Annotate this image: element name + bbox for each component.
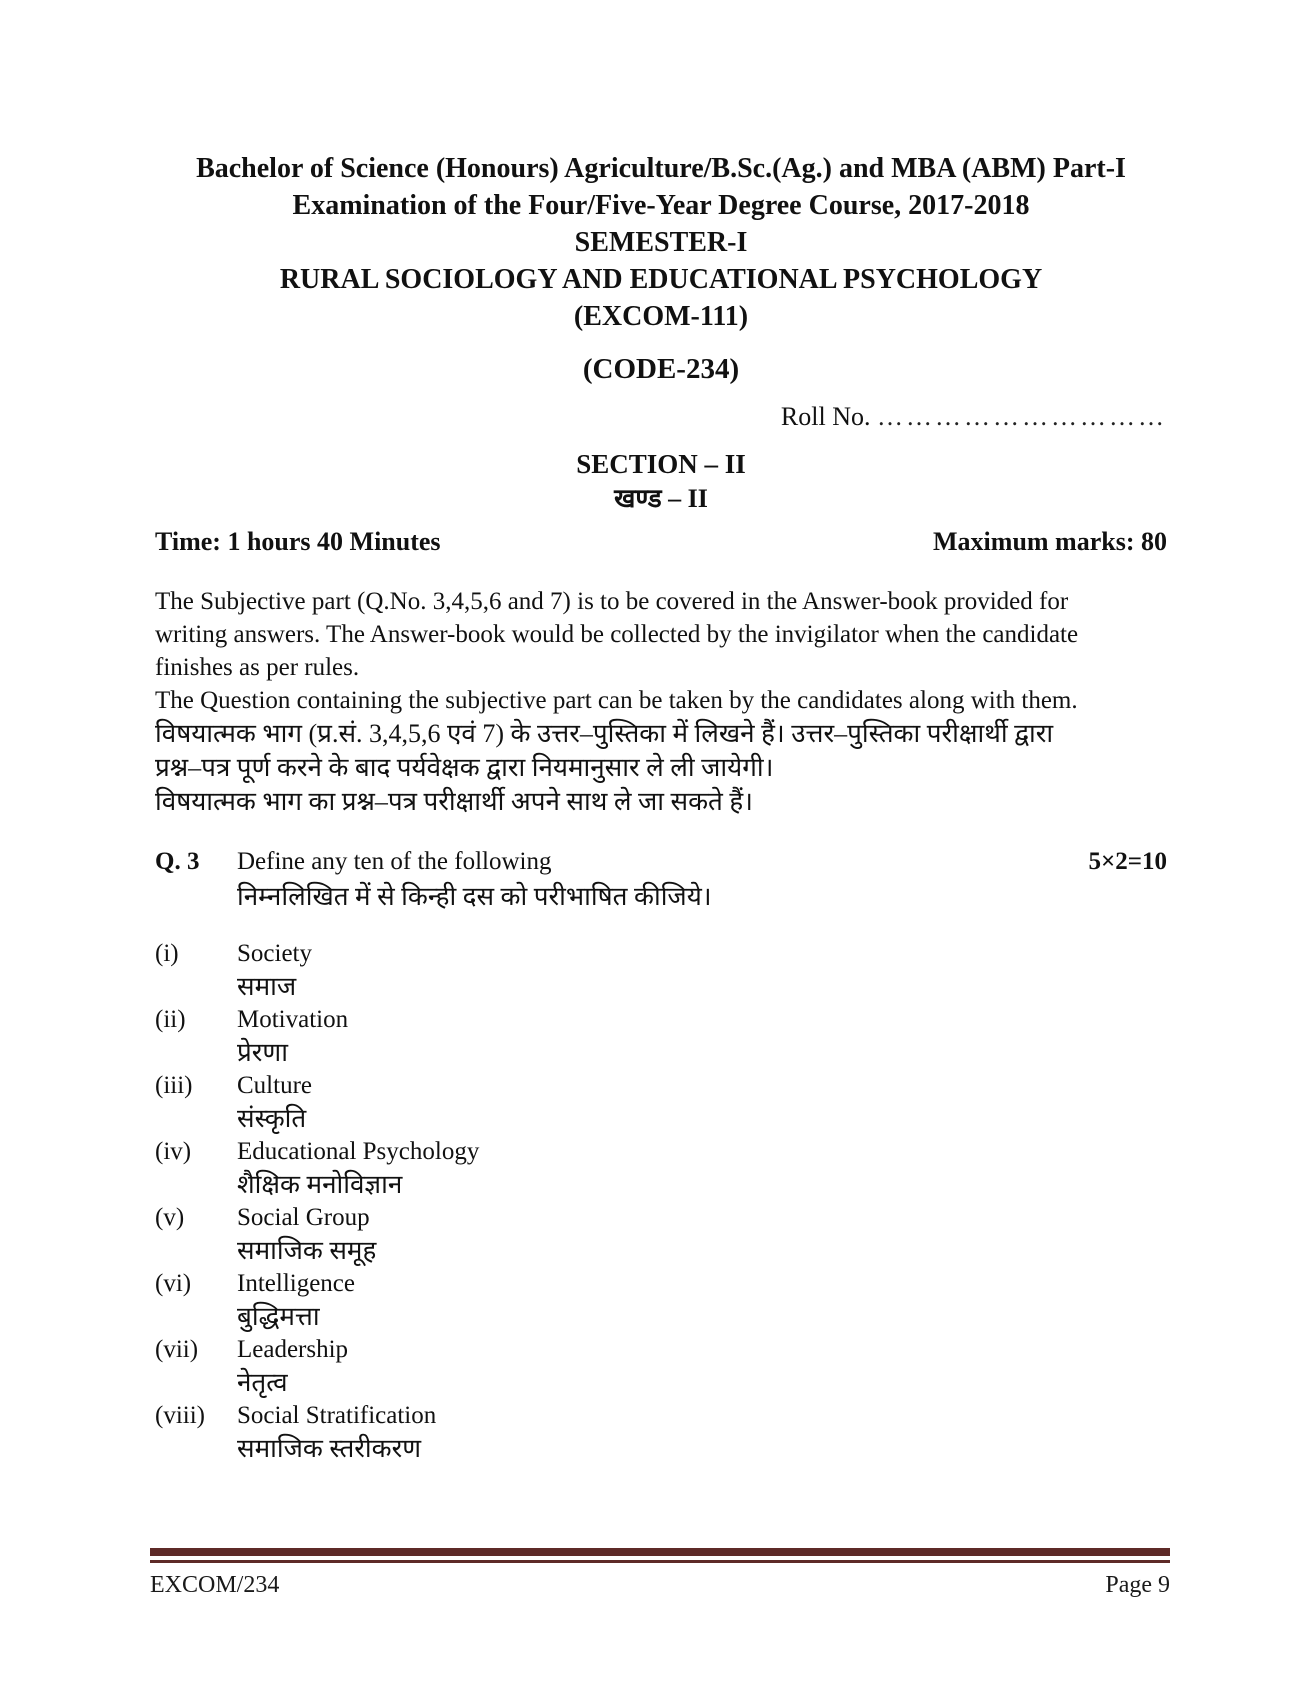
item-term-english: Culture <box>237 1072 312 1099</box>
list-item <box>155 1333 1167 1399</box>
instruction-line-en: finishes as per rules. <box>155 654 360 681</box>
item-term-english: Motivation <box>237 1006 349 1033</box>
instruction-line-en: The Question containing the subjective part can be taken by the candidates along with them. <box>155 687 1078 714</box>
paper-code: (CODE-234) <box>582 353 740 385</box>
item-term-english: Society <box>237 940 312 967</box>
footer-rule-thin <box>150 1560 1170 1563</box>
item-term-english: Social Stratification <box>237 1402 437 1429</box>
item-number: (v) <box>155 1204 185 1231</box>
item-number: (iv) <box>155 1138 192 1165</box>
item-number: (i) <box>155 940 179 967</box>
item-number: (ii) <box>155 1006 186 1033</box>
item-text <box>237 937 1167 1003</box>
item-term-english: Educational Psychology <box>237 1138 480 1165</box>
item-term-hindi: नेतृत्व <box>237 1368 288 1397</box>
time-allowed: Time: 1 hours 40 Minutes <box>155 527 441 556</box>
maximum-marks: Maximum marks: 80 <box>933 527 1167 556</box>
list-item <box>155 1003 1167 1069</box>
question-marks: 5×2=10 <box>1088 848 1167 875</box>
item-text <box>237 1267 1167 1333</box>
item-number: (vi) <box>155 1270 192 1297</box>
footer-page-number: Page 9 <box>1105 1572 1170 1598</box>
item-term-english: Social Group <box>237 1204 370 1231</box>
list-item <box>155 1135 1167 1201</box>
question-number: Q. 3 <box>155 848 200 875</box>
item-text <box>237 1333 1167 1399</box>
footer-doc-code: EXCOM/234 <box>150 1572 280 1598</box>
item-text <box>237 1069 1167 1135</box>
section-title-hindi: खण्ड – II <box>614 484 708 513</box>
time-marks-row <box>155 525 1167 559</box>
header-exam-line: Examination of the Four/Five-Year Degree Course, 2017-2018 <box>292 190 1030 221</box>
question-text-english: Define any ten of the following <box>237 848 552 875</box>
header-semester: SEMESTER-I <box>574 227 748 258</box>
header-degree-line: Bachelor of Science (Honours) Agriculture/B.Sc.(Ag.) and MBA (ABM) Part-I <box>196 153 1126 184</box>
section-title-english: SECTION – II <box>576 449 746 479</box>
list-item <box>155 1399 1167 1465</box>
item-term-english: Intelligence <box>237 1270 355 1297</box>
list-item <box>155 1069 1167 1135</box>
item-term-hindi: बुद्धिमत्ता <box>237 1302 320 1331</box>
item-text <box>237 1201 1167 1267</box>
question-3-heading <box>155 845 1167 879</box>
question-text-hindi: निम्नलिखित में से किन्ही दस को परीभाषित कीजिये। <box>237 882 712 911</box>
item-term-english: Leadership <box>237 1336 349 1363</box>
roll-no-label: Roll No. <box>780 402 871 431</box>
question-3-block <box>155 845 1167 915</box>
instruction-line-hi: विषयात्मक भाग (प्र.सं. 3,4,5,6 एवं 7) के उत्तर–पुस्तिका में लिखने हैं। उत्तर–पुस्तिका परीक्षार्थी द्वारा <box>155 719 1054 748</box>
item-number: (vii) <box>155 1336 199 1363</box>
instruction-line-hi: प्रश्न–पत्र पूर्ण करने के बाद पर्यवेक्षक द्वारा नियमानुसार ले ली जायेगी। <box>155 753 774 782</box>
list-item <box>155 1201 1167 1267</box>
header-course-code: (EXCOM-111) <box>573 301 749 332</box>
item-text <box>237 1399 1167 1465</box>
item-number: (viii) <box>155 1402 205 1429</box>
item-term-hindi: प्रेरणा <box>237 1038 288 1067</box>
list-item <box>155 1267 1167 1333</box>
roll-no-blank-line: ………………………… <box>877 402 1167 431</box>
item-term-hindi: समाज <box>237 972 297 1001</box>
instruction-line-en: The Subjective part (Q.No. 3,4,5,6 and 7) is to be covered in the Answer-book provided for <box>155 588 1069 615</box>
item-text <box>237 1135 1167 1201</box>
exam-header <box>155 150 1167 388</box>
instruction-line-en: writing answers. The Answer-book would be collected by the invigilator when the candidate <box>155 621 1079 648</box>
item-term-hindi: समाजिक समूह <box>237 1236 377 1265</box>
list-item <box>155 937 1167 1003</box>
header-subject: RURAL SOCIOLOGY AND EDUCATIONAL PSYCHOLOGY <box>279 264 1043 295</box>
roll-no-row <box>155 400 1167 434</box>
item-number: (iii) <box>155 1072 193 1099</box>
page-content <box>155 150 1167 1465</box>
footer-rule-thick <box>150 1548 1170 1556</box>
item-term-hindi: संस्कृति <box>237 1104 307 1133</box>
definition-items-list <box>155 937 1167 1465</box>
instructions-block <box>155 585 1167 819</box>
instruction-line-hi: विषयात्मक भाग का प्रश्न–पत्र परीक्षार्थी अपने साथ ले जा सकते हैं। <box>155 787 754 816</box>
item-text <box>237 1003 1167 1069</box>
item-term-hindi: शैक्षिक मनोविज्ञान <box>237 1170 403 1199</box>
footer-text-row <box>150 1569 1170 1601</box>
item-term-hindi: समाजिक स्तरीकरण <box>237 1434 422 1463</box>
page-footer <box>150 1548 1170 1601</box>
